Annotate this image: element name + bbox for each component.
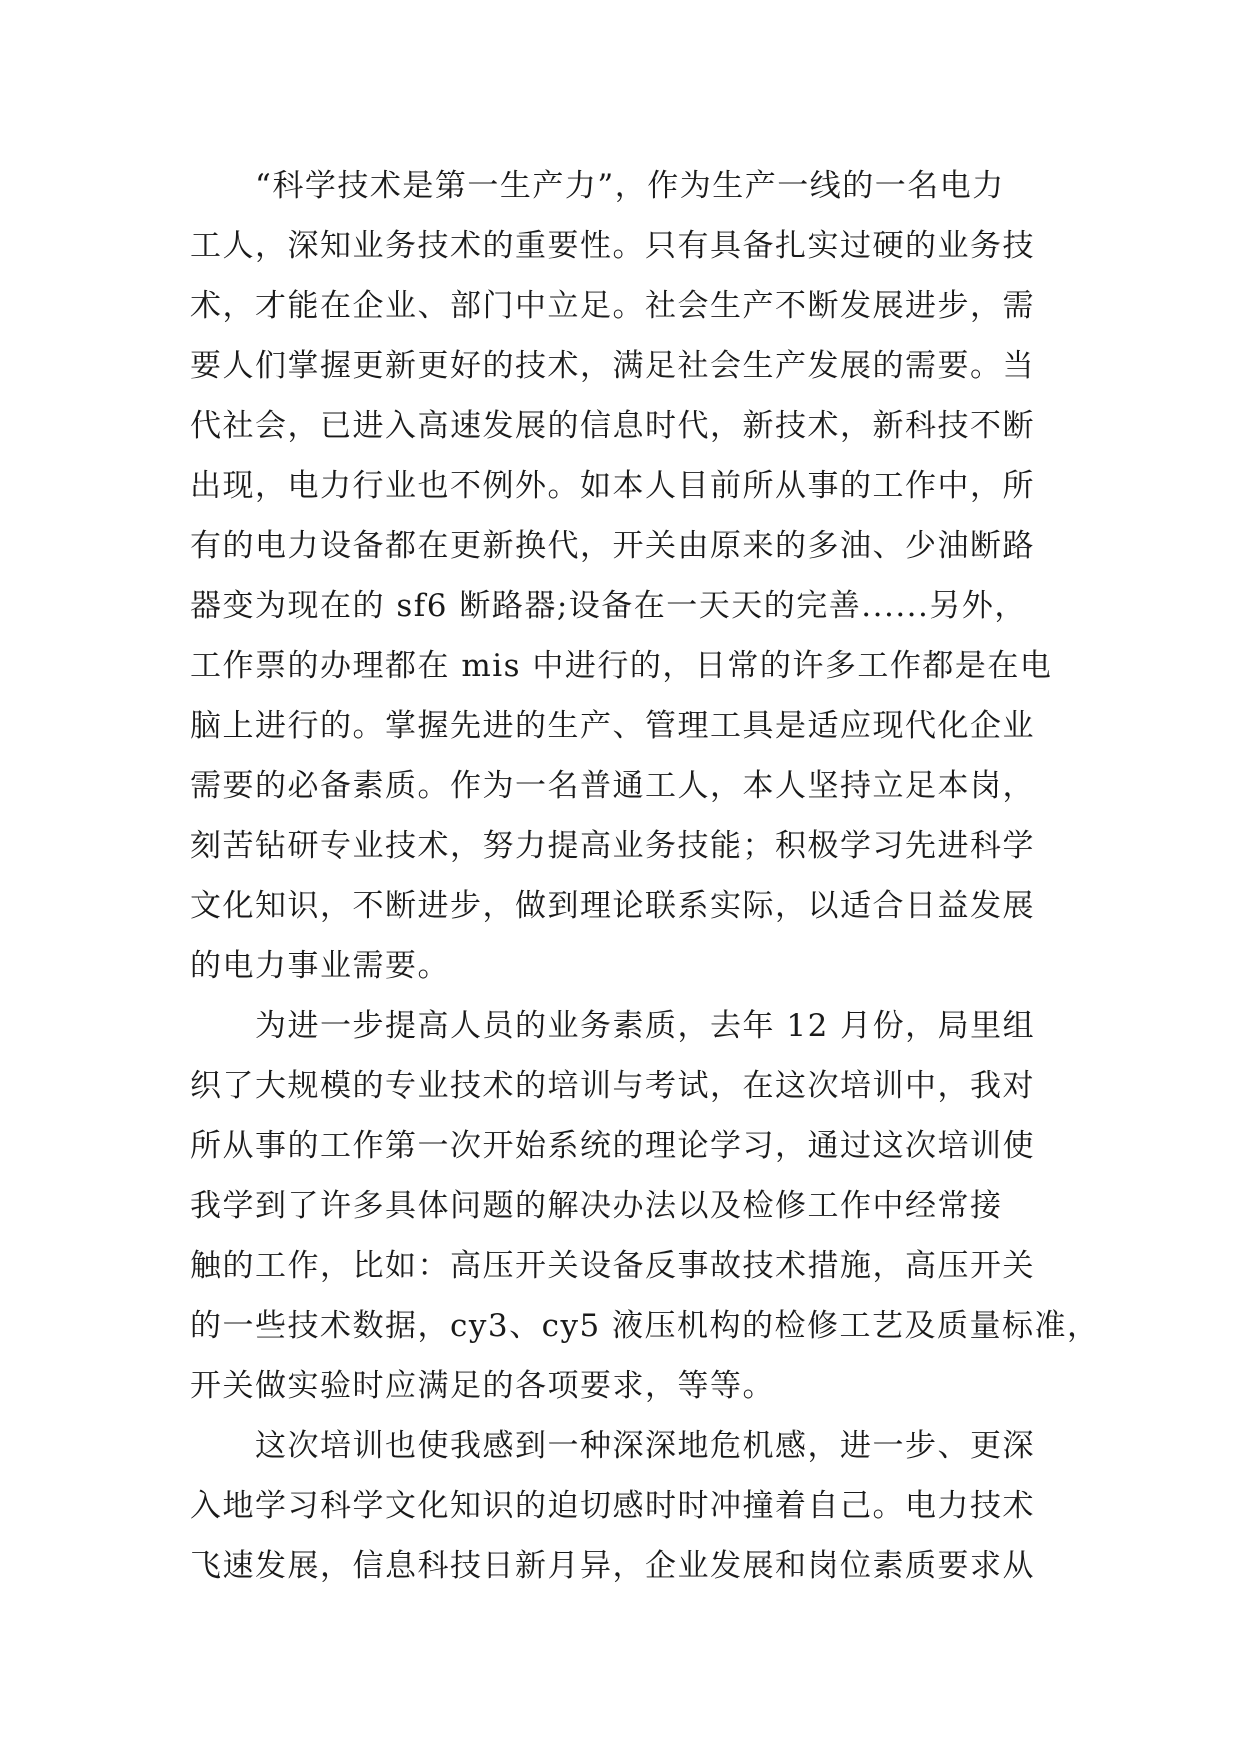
text-line: 出现，电力行业也不例外。如本人目前所从事的工作中，所 (190, 468, 1035, 504)
text-line: 脑上进行的。掌握先进的生产、管理工具是适应现代化企业 (190, 708, 1035, 744)
text-line: 我学到了许多具体问题的解决办法以及检修工作中经常接 (190, 1188, 1003, 1224)
paragraph (190, 996, 1100, 1416)
text-line: 工作票的办理都在 mis 中进行的，日常的许多工作都是在电 (190, 648, 1053, 684)
paragraph (190, 156, 1053, 996)
text-line: 为进一步提高人员的业务素质，去年 12 月份，局里组 (190, 1008, 1036, 1044)
text-line: 织了大规模的专业技术的培训与考试，在这次培训中，我对 (190, 1068, 1035, 1104)
text-line: 的一些技术数据，cy3、cy5 液压机构的检修工艺及质量标准， (190, 1308, 1100, 1344)
text-line: “科学技术是第一生产力”，作为生产一线的一名电力 (190, 168, 1005, 204)
text-line: 刻苦钻研专业技术，努力提高业务技能；积极学习先进科学 (190, 828, 1035, 864)
text-line: 术，才能在企业、部门中立足。社会生产不断发展进步，需 (190, 288, 1035, 324)
text-line: 文化知识，不断进步，做到理论联系实际，以适合日益发展 (190, 888, 1035, 924)
text-line: 有的电力设备都在更新换代，开关由原来的多油、少油断路 (190, 528, 1035, 564)
text-line: 需要的必备素质。作为一名普通工人，本人坚持立足本岗， (190, 768, 1035, 804)
text-line: 这次培训也使我感到一种深深地危机感，进一步、更深 (190, 1428, 1035, 1464)
paragraph (190, 1416, 1050, 1596)
text-line: 入地学习科学文化知识的迫切感时时冲撞着自己。电力技术 (190, 1488, 1035, 1524)
text-line: 开关做实验时应满足的各项要求，等等。 (190, 1368, 775, 1404)
text-line: 的电力事业需要。 (190, 948, 450, 984)
document-body (190, 156, 1100, 1596)
text-line: 工人，深知业务技术的重要性。只有具备扎实过硬的业务技 (190, 228, 1035, 264)
text-line: 器变为现在的 sf6 断路器;设备在一天天的完善......另外， (190, 588, 1027, 624)
text-line: 代社会，已进入高速发展的信息时代，新技术，新科技不断 (190, 408, 1035, 444)
text-line: 要人们掌握更新更好的技术，满足社会生产发展的需要。当 (190, 348, 1035, 384)
text-line: 触的工作，比如：高压开关设备反事故技术措施，高压开关 (190, 1248, 1035, 1284)
text-line: 所从事的工作第一次开始系统的理论学习，通过这次培训使 (190, 1128, 1035, 1164)
text-line: 飞速发展，信息科技日新月异，企业发展和岗位素质要求从 (190, 1548, 1035, 1584)
